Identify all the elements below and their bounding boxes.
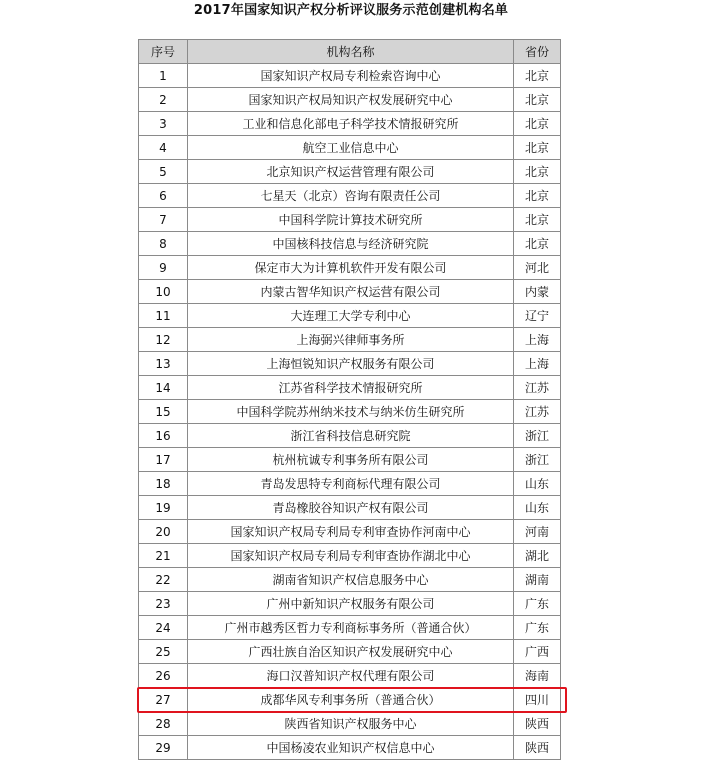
cell-province: 北京 bbox=[514, 88, 561, 112]
cell-name: 海口汉普知识产权代理有限公司 bbox=[188, 664, 514, 688]
cell-province: 河南 bbox=[514, 520, 561, 544]
table-row bbox=[139, 208, 561, 232]
cell-province: 江苏 bbox=[514, 400, 561, 424]
cell-province: 湖北 bbox=[514, 544, 561, 568]
cell-name: 航空工业信息中心 bbox=[188, 136, 514, 160]
cell-name: 湖南省知识产权信息服务中心 bbox=[188, 568, 514, 592]
header-province: 省份 bbox=[514, 40, 561, 64]
cell-seq: 15 bbox=[139, 400, 188, 424]
table-row bbox=[139, 304, 561, 328]
cell-seq: 22 bbox=[139, 568, 188, 592]
cell-province: 北京 bbox=[514, 64, 561, 88]
header-name: 机构名称 bbox=[188, 40, 514, 64]
cell-seq: 7 bbox=[139, 208, 188, 232]
cell-province: 河北 bbox=[514, 256, 561, 280]
cell-seq: 19 bbox=[139, 496, 188, 520]
cell-name: 工业和信息化部电子科学技术情报研究所 bbox=[188, 112, 514, 136]
cell-seq: 14 bbox=[139, 376, 188, 400]
cell-name: 国家知识产权局知识产权发展研究中心 bbox=[188, 88, 514, 112]
table-row bbox=[139, 664, 561, 688]
table-row bbox=[139, 136, 561, 160]
cell-seq: 9 bbox=[139, 256, 188, 280]
cell-province: 浙江 bbox=[514, 448, 561, 472]
cell-province: 北京 bbox=[514, 112, 561, 136]
table-row bbox=[139, 592, 561, 616]
table-row bbox=[139, 472, 561, 496]
cell-seq: 2 bbox=[139, 88, 188, 112]
cell-name: 浙江省科技信息研究院 bbox=[188, 424, 514, 448]
cell-name: 中国科学院计算技术研究所 bbox=[188, 208, 514, 232]
cell-seq: 17 bbox=[139, 448, 188, 472]
cell-seq: 28 bbox=[139, 712, 188, 736]
cell-province: 江苏 bbox=[514, 376, 561, 400]
cell-name: 陕西省知识产权服务中心 bbox=[188, 712, 514, 736]
cell-name: 上海恒锐知识产权服务有限公司 bbox=[188, 352, 514, 376]
table-row bbox=[139, 112, 561, 136]
table-row bbox=[139, 736, 561, 760]
cell-seq: 3 bbox=[139, 112, 188, 136]
cell-province: 广东 bbox=[514, 592, 561, 616]
cell-province: 广西 bbox=[514, 640, 561, 664]
cell-seq: 18 bbox=[139, 472, 188, 496]
cell-name: 成都华风专利事务所（普通合伙） bbox=[188, 688, 514, 712]
table-row bbox=[139, 352, 561, 376]
header-seq: 序号 bbox=[139, 40, 188, 64]
table-row bbox=[139, 160, 561, 184]
cell-province: 北京 bbox=[514, 232, 561, 256]
cell-name: 广州中新知识产权服务有限公司 bbox=[188, 592, 514, 616]
cell-seq: 16 bbox=[139, 424, 188, 448]
cell-province: 浙江 bbox=[514, 424, 561, 448]
table-row bbox=[139, 184, 561, 208]
cell-province: 上海 bbox=[514, 328, 561, 352]
cell-name: 上海弼兴律师事务所 bbox=[188, 328, 514, 352]
table-row bbox=[139, 256, 561, 280]
table-row bbox=[139, 280, 561, 304]
page-title: 2017年国家知识产权分析评议服务示范创建机构名单 bbox=[193, 3, 509, 18]
cell-seq: 1 bbox=[139, 64, 188, 88]
cell-seq: 26 bbox=[139, 664, 188, 688]
cell-province: 北京 bbox=[514, 136, 561, 160]
table-header-row bbox=[139, 40, 561, 64]
table-row bbox=[139, 496, 561, 520]
cell-name: 大连理工大学专利中心 bbox=[188, 304, 514, 328]
cell-name: 保定市大为计算机软件开发有限公司 bbox=[188, 256, 514, 280]
cell-province: 湖南 bbox=[514, 568, 561, 592]
cell-province: 海南 bbox=[514, 664, 561, 688]
cell-province: 山东 bbox=[514, 472, 561, 496]
cell-name: 七星天（北京）咨询有限责任公司 bbox=[188, 184, 514, 208]
cell-seq: 5 bbox=[139, 160, 188, 184]
cell-name: 中国科学院苏州纳米技术与纳米仿生研究所 bbox=[188, 400, 514, 424]
cell-seq: 29 bbox=[139, 736, 188, 760]
institution-table bbox=[138, 39, 561, 760]
cell-province: 山东 bbox=[514, 496, 561, 520]
cell-name: 国家知识产权局专利局专利审查协作河南中心 bbox=[188, 520, 514, 544]
table-row bbox=[139, 640, 561, 664]
cell-name: 杭州杭诚专利事务所有限公司 bbox=[188, 448, 514, 472]
cell-province: 陕西 bbox=[514, 712, 561, 736]
cell-seq: 21 bbox=[139, 544, 188, 568]
table-row bbox=[139, 64, 561, 88]
cell-seq: 6 bbox=[139, 184, 188, 208]
table-row bbox=[139, 424, 561, 448]
cell-province: 北京 bbox=[514, 208, 561, 232]
table-row bbox=[139, 544, 561, 568]
cell-name: 国家知识产权局专利检索咨询中心 bbox=[188, 64, 514, 88]
cell-name: 广西壮族自治区知识产权发展研究中心 bbox=[188, 640, 514, 664]
cell-seq: 12 bbox=[139, 328, 188, 352]
cell-name: 中国杨凌农业知识产权信息中心 bbox=[188, 736, 514, 760]
cell-seq: 24 bbox=[139, 616, 188, 640]
table-row bbox=[139, 448, 561, 472]
cell-province: 北京 bbox=[514, 160, 561, 184]
cell-province: 陕西 bbox=[514, 736, 561, 760]
cell-name: 江苏省科学技术情报研究所 bbox=[188, 376, 514, 400]
cell-name: 中国核科技信息与经济研究院 bbox=[188, 232, 514, 256]
table-row bbox=[139, 520, 561, 544]
cell-seq: 23 bbox=[139, 592, 188, 616]
cell-province: 内蒙 bbox=[514, 280, 561, 304]
cell-name: 广州市越秀区哲力专利商标事务所（普通合伙） bbox=[188, 616, 514, 640]
cell-seq: 11 bbox=[139, 304, 188, 328]
cell-seq: 13 bbox=[139, 352, 188, 376]
cell-province: 北京 bbox=[514, 184, 561, 208]
cell-seq: 20 bbox=[139, 520, 188, 544]
cell-seq: 4 bbox=[139, 136, 188, 160]
cell-province: 上海 bbox=[514, 352, 561, 376]
cell-name: 北京知识产权运营管理有限公司 bbox=[188, 160, 514, 184]
cell-province: 辽宁 bbox=[514, 304, 561, 328]
table-row bbox=[139, 616, 561, 640]
cell-seq: 8 bbox=[139, 232, 188, 256]
cell-name: 国家知识产权局专利局专利审查协作湖北中心 bbox=[188, 544, 514, 568]
table-row bbox=[139, 376, 561, 400]
table-row bbox=[139, 232, 561, 256]
cell-seq: 10 bbox=[139, 280, 188, 304]
table-row bbox=[139, 688, 561, 712]
cell-name: 青岛发思特专利商标代理有限公司 bbox=[188, 472, 514, 496]
table-row bbox=[139, 400, 561, 424]
cell-seq: 27 bbox=[139, 688, 188, 712]
cell-name: 青岛橡胶谷知识产权有限公司 bbox=[188, 496, 514, 520]
table-row bbox=[139, 712, 561, 736]
cell-seq: 25 bbox=[139, 640, 188, 664]
cell-province: 广东 bbox=[514, 616, 561, 640]
cell-province: 四川 bbox=[514, 688, 561, 712]
table-row bbox=[139, 568, 561, 592]
table-row bbox=[139, 88, 561, 112]
cell-name: 内蒙古智华知识产权运营有限公司 bbox=[188, 280, 514, 304]
table-row bbox=[139, 328, 561, 352]
